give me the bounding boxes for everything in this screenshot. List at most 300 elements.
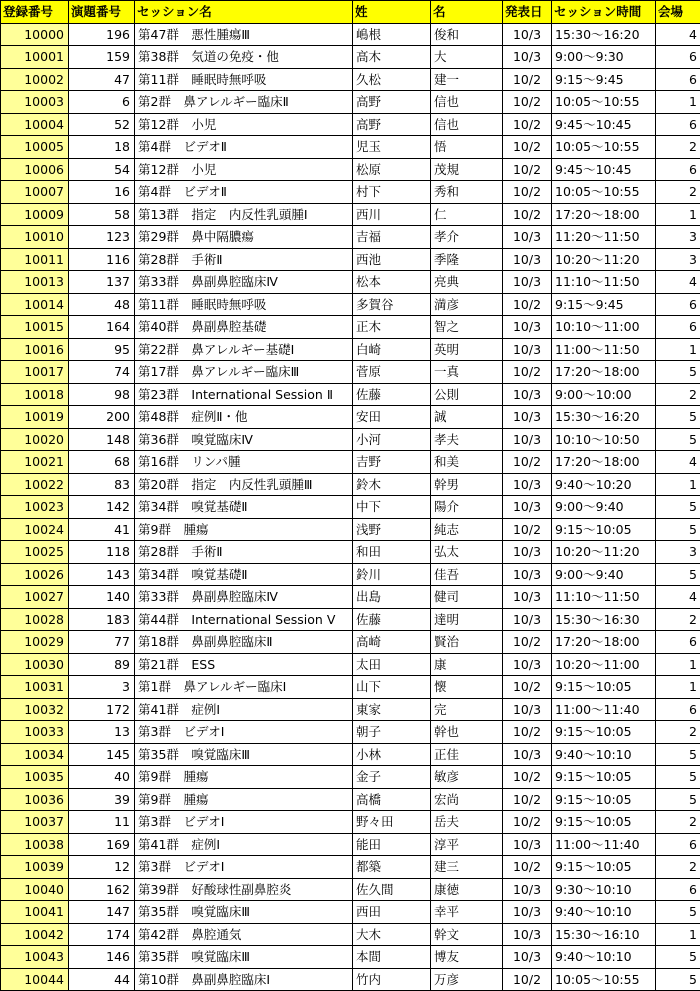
family-name-cell: 佐久間 xyxy=(353,878,431,901)
venue-number-cell: 4 xyxy=(656,23,700,46)
family-name-cell: 都築 xyxy=(353,856,431,879)
venue-number-cell: 6 xyxy=(656,631,700,654)
session-name-cell: 第22群 鼻アレルギー基礎Ⅰ xyxy=(135,338,353,361)
given-name-cell: 一真 xyxy=(431,361,503,384)
session-name-cell: 第41群 症例Ⅰ xyxy=(135,698,353,721)
venue-number-cell: 5 xyxy=(656,518,700,541)
presentation-date-cell: 10/2 xyxy=(503,811,552,834)
registration-number-cell: 10019 xyxy=(1,406,69,429)
registration-number-cell: 10031 xyxy=(1,676,69,699)
session-time-cell: 9:15〜9:45 xyxy=(552,68,656,91)
given-name-cell: 秀和 xyxy=(431,181,503,204)
registration-number-cell: 10017 xyxy=(1,361,69,384)
header-presentation-date: 発表日 xyxy=(503,1,552,24)
session-name-cell: 第20群 指定 内反性乳頭腫Ⅲ xyxy=(135,473,353,496)
venue-number-cell: 3 xyxy=(656,226,700,249)
session-name-cell: 第44群 International Session Ⅴ xyxy=(135,608,353,631)
registration-number-cell: 10024 xyxy=(1,518,69,541)
table-row xyxy=(1,946,700,969)
presentation-date-cell: 10/2 xyxy=(503,113,552,136)
table-row xyxy=(1,743,700,766)
registration-number-cell: 10043 xyxy=(1,946,69,969)
header-abstract-number: 演題番号 xyxy=(69,1,135,24)
venue-number-cell: 5 xyxy=(656,946,700,969)
registration-number-cell: 10032 xyxy=(1,698,69,721)
session-name-cell: 第40群 鼻副鼻腔基礎 xyxy=(135,316,353,339)
family-name-cell: 高崎 xyxy=(353,631,431,654)
venue-number-cell: 2 xyxy=(656,181,700,204)
session-time-cell: 9:40〜10:10 xyxy=(552,946,656,969)
registration-number-cell: 10033 xyxy=(1,721,69,744)
given-name-cell: 健司 xyxy=(431,586,503,609)
presentation-date-cell: 10/3 xyxy=(503,406,552,429)
abstract-number-cell: 58 xyxy=(69,203,135,226)
table-row xyxy=(1,451,700,474)
abstract-number-cell: 68 xyxy=(69,451,135,474)
given-name-cell: 正佳 xyxy=(431,743,503,766)
given-name-cell: 陽介 xyxy=(431,496,503,519)
venue-number-cell: 4 xyxy=(656,586,700,609)
given-name-cell: 満彦 xyxy=(431,293,503,316)
table-row xyxy=(1,968,700,991)
table-row xyxy=(1,158,700,181)
registration-number-cell: 10038 xyxy=(1,833,69,856)
venue-number-cell: 6 xyxy=(656,316,700,339)
abstract-number-cell: 159 xyxy=(69,46,135,69)
given-name-cell: 宏尚 xyxy=(431,788,503,811)
family-name-cell: 白崎 xyxy=(353,338,431,361)
session-time-cell: 9:30〜10:10 xyxy=(552,878,656,901)
abstract-number-cell: 183 xyxy=(69,608,135,631)
abstract-number-cell: 123 xyxy=(69,226,135,249)
session-time-cell: 10:05〜10:55 xyxy=(552,136,656,159)
header-row xyxy=(1,1,700,24)
presentation-date-cell: 10/3 xyxy=(503,946,552,969)
presentation-date-cell: 10/3 xyxy=(503,428,552,451)
presentation-date-cell: 10/2 xyxy=(503,91,552,114)
abstract-number-cell: 54 xyxy=(69,158,135,181)
family-name-cell: 小河 xyxy=(353,428,431,451)
table-row xyxy=(1,46,700,69)
abstract-number-cell: 40 xyxy=(69,766,135,789)
registration-number-cell: 10036 xyxy=(1,788,69,811)
session-time-cell: 9:15〜10:05 xyxy=(552,811,656,834)
abstract-number-cell: 18 xyxy=(69,136,135,159)
venue-number-cell: 6 xyxy=(656,698,700,721)
session-time-cell: 15:30〜16:10 xyxy=(552,923,656,946)
session-time-cell: 9:00〜9:30 xyxy=(552,46,656,69)
given-name-cell: 季隆 xyxy=(431,248,503,271)
abstract-number-cell: 118 xyxy=(69,541,135,564)
family-name-cell: 和田 xyxy=(353,541,431,564)
family-name-cell: 朝子 xyxy=(353,721,431,744)
given-name-cell: 完 xyxy=(431,698,503,721)
abstract-number-cell: 41 xyxy=(69,518,135,541)
table-row xyxy=(1,698,700,721)
session-time-cell: 10:20〜11:20 xyxy=(552,541,656,564)
table-row xyxy=(1,23,700,46)
registration-number-cell: 10029 xyxy=(1,631,69,654)
session-time-cell: 10:05〜10:55 xyxy=(552,181,656,204)
session-time-cell: 9:00〜10:00 xyxy=(552,383,656,406)
table-row xyxy=(1,406,700,429)
registration-number-cell: 10010 xyxy=(1,226,69,249)
registration-number-cell: 10005 xyxy=(1,136,69,159)
family-name-cell: 高木 xyxy=(353,46,431,69)
session-time-cell: 11:00〜11:50 xyxy=(552,338,656,361)
venue-number-cell: 5 xyxy=(656,361,700,384)
venue-number-cell: 2 xyxy=(656,608,700,631)
given-name-cell: 岳夫 xyxy=(431,811,503,834)
abstract-number-cell: 89 xyxy=(69,653,135,676)
family-name-cell: 高野 xyxy=(353,113,431,136)
abstract-number-cell: 143 xyxy=(69,563,135,586)
venue-number-cell: 1 xyxy=(656,203,700,226)
venue-number-cell: 5 xyxy=(656,901,700,924)
session-name-cell: 第29群 鼻中隔膿瘍 xyxy=(135,226,353,249)
session-time-cell: 15:30〜16:30 xyxy=(552,608,656,631)
presentation-date-cell: 10/2 xyxy=(503,293,552,316)
registration-number-cell: 10014 xyxy=(1,293,69,316)
session-time-cell: 9:15〜10:05 xyxy=(552,788,656,811)
presentation-date-cell: 10/3 xyxy=(503,316,552,339)
session-name-cell: 第9群 腫瘍 xyxy=(135,766,353,789)
given-name-cell: 幹也 xyxy=(431,721,503,744)
presentation-date-cell: 10/2 xyxy=(503,676,552,699)
table-row xyxy=(1,338,700,361)
venue-number-cell: 1 xyxy=(656,653,700,676)
session-name-cell: 第34群 嗅覚基礎Ⅱ xyxy=(135,563,353,586)
presentation-date-cell: 10/3 xyxy=(503,383,552,406)
table-row xyxy=(1,923,700,946)
presentation-date-cell: 10/3 xyxy=(503,698,552,721)
table-row xyxy=(1,721,700,744)
table-row xyxy=(1,136,700,159)
presentation-date-cell: 10/3 xyxy=(503,496,552,519)
abstract-number-cell: 12 xyxy=(69,856,135,879)
abstract-number-cell: 162 xyxy=(69,878,135,901)
venue-number-cell: 5 xyxy=(656,406,700,429)
abstract-number-cell: 174 xyxy=(69,923,135,946)
session-name-cell: 第39群 好酸球性副鼻腔炎 xyxy=(135,878,353,901)
header-venue: 会場 xyxy=(656,1,700,24)
family-name-cell: 菅原 xyxy=(353,361,431,384)
session-time-cell: 15:30〜16:20 xyxy=(552,406,656,429)
session-time-cell: 10:20〜11:20 xyxy=(552,248,656,271)
session-time-cell: 9:15〜10:05 xyxy=(552,676,656,699)
presentation-date-cell: 10/2 xyxy=(503,788,552,811)
given-name-cell: 孝介 xyxy=(431,226,503,249)
family-name-cell: 竹内 xyxy=(353,968,431,991)
family-name-cell: 佐藤 xyxy=(353,608,431,631)
presentation-date-cell: 10/3 xyxy=(503,271,552,294)
registration-number-cell: 10011 xyxy=(1,248,69,271)
presentation-date-cell: 10/3 xyxy=(503,743,552,766)
abstract-number-cell: 16 xyxy=(69,181,135,204)
session-name-cell: 第11群 睡眠時無呼吸 xyxy=(135,293,353,316)
session-name-cell: 第3群 ビデオⅠ xyxy=(135,811,353,834)
abstract-number-cell: 145 xyxy=(69,743,135,766)
family-name-cell: 山下 xyxy=(353,676,431,699)
registration-number-cell: 10023 xyxy=(1,496,69,519)
given-name-cell: 誠 xyxy=(431,406,503,429)
given-name-cell: 達明 xyxy=(431,608,503,631)
family-name-cell: 児玉 xyxy=(353,136,431,159)
registration-number-cell: 10009 xyxy=(1,203,69,226)
given-name-cell: 孝夫 xyxy=(431,428,503,451)
session-name-cell: 第48群 症例Ⅱ・他 xyxy=(135,406,353,429)
venue-number-cell: 6 xyxy=(656,46,700,69)
given-name-cell: 康 xyxy=(431,653,503,676)
registration-number-cell: 10020 xyxy=(1,428,69,451)
presentation-date-cell: 10/2 xyxy=(503,361,552,384)
session-time-cell: 10:10〜10:50 xyxy=(552,428,656,451)
given-name-cell: 亮典 xyxy=(431,271,503,294)
session-time-cell: 9:45〜10:45 xyxy=(552,158,656,181)
session-name-cell: 第3群 ビデオⅠ xyxy=(135,721,353,744)
table-row xyxy=(1,878,700,901)
given-name-cell: 和美 xyxy=(431,451,503,474)
venue-number-cell: 5 xyxy=(656,968,700,991)
registration-number-cell: 10039 xyxy=(1,856,69,879)
registration-number-cell: 10001 xyxy=(1,46,69,69)
venue-number-cell: 2 xyxy=(656,856,700,879)
session-name-cell: 第41群 症例Ⅰ xyxy=(135,833,353,856)
abstract-number-cell: 74 xyxy=(69,361,135,384)
presentation-date-cell: 10/3 xyxy=(503,923,552,946)
header-registration-number: 登録番号 xyxy=(1,1,69,24)
registration-number-cell: 10021 xyxy=(1,451,69,474)
given-name-cell: 懐 xyxy=(431,676,503,699)
venue-number-cell: 4 xyxy=(656,271,700,294)
session-name-cell: 第35群 嗅覚臨床Ⅲ xyxy=(135,946,353,969)
session-time-cell: 9:15〜10:05 xyxy=(552,518,656,541)
family-name-cell: 小林 xyxy=(353,743,431,766)
session-time-cell: 10:05〜10:55 xyxy=(552,968,656,991)
given-name-cell: 建一 xyxy=(431,68,503,91)
family-name-cell: 能田 xyxy=(353,833,431,856)
venue-number-cell: 5 xyxy=(656,563,700,586)
venue-number-cell: 2 xyxy=(656,721,700,744)
session-time-cell: 10:10〜11:00 xyxy=(552,316,656,339)
table-row xyxy=(1,833,700,856)
given-name-cell: 英明 xyxy=(431,338,503,361)
given-name-cell: 康徳 xyxy=(431,878,503,901)
given-name-cell: 賢治 xyxy=(431,631,503,654)
session-time-cell: 9:40〜10:10 xyxy=(552,901,656,924)
presentation-date-cell: 10/3 xyxy=(503,901,552,924)
presentation-date-cell: 10/2 xyxy=(503,968,552,991)
header-session-time: セッション時間 xyxy=(552,1,656,24)
family-name-cell: 松原 xyxy=(353,158,431,181)
family-name-cell: 松本 xyxy=(353,271,431,294)
family-name-cell: 嶋根 xyxy=(353,23,431,46)
session-name-cell: 第9群 腫瘍 xyxy=(135,788,353,811)
abstract-number-cell: 47 xyxy=(69,68,135,91)
abstract-number-cell: 169 xyxy=(69,833,135,856)
session-time-cell: 9:40〜10:10 xyxy=(552,743,656,766)
session-name-cell: 第28群 手術Ⅱ xyxy=(135,541,353,564)
venue-number-cell: 6 xyxy=(656,293,700,316)
table-row xyxy=(1,361,700,384)
presentation-date-cell: 10/3 xyxy=(503,878,552,901)
table-row xyxy=(1,608,700,631)
presentation-date-cell: 10/3 xyxy=(503,541,552,564)
table-row xyxy=(1,653,700,676)
venue-number-cell: 6 xyxy=(656,113,700,136)
session-time-cell: 11:00〜11:40 xyxy=(552,833,656,856)
family-name-cell: 高橋 xyxy=(353,788,431,811)
table-row xyxy=(1,316,700,339)
given-name-cell: 俊和 xyxy=(431,23,503,46)
abstract-number-cell: 11 xyxy=(69,811,135,834)
venue-number-cell: 6 xyxy=(656,833,700,856)
given-name-cell: 茂規 xyxy=(431,158,503,181)
session-name-cell: 第3群 ビデオⅠ xyxy=(135,856,353,879)
table-row xyxy=(1,496,700,519)
session-time-cell: 17:20〜18:00 xyxy=(552,631,656,654)
table-row xyxy=(1,428,700,451)
abstract-number-cell: 3 xyxy=(69,676,135,699)
table-row xyxy=(1,226,700,249)
presentation-date-cell: 10/2 xyxy=(503,518,552,541)
given-name-cell: 幹文 xyxy=(431,923,503,946)
given-name-cell: 万彦 xyxy=(431,968,503,991)
table-body xyxy=(1,23,700,991)
table-row xyxy=(1,113,700,136)
session-name-cell: 第28群 手術Ⅱ xyxy=(135,248,353,271)
session-name-cell: 第38群 気道の免疫・他 xyxy=(135,46,353,69)
session-name-cell: 第23群 International Session Ⅱ xyxy=(135,383,353,406)
session-name-cell: 第13群 指定 内反性乳頭腫Ⅰ xyxy=(135,203,353,226)
presentation-date-cell: 10/2 xyxy=(503,136,552,159)
table-row xyxy=(1,271,700,294)
abstract-number-cell: 148 xyxy=(69,428,135,451)
table-row xyxy=(1,293,700,316)
registration-number-cell: 10034 xyxy=(1,743,69,766)
session-name-cell: 第4群 ビデオⅡ xyxy=(135,136,353,159)
given-name-cell: 純志 xyxy=(431,518,503,541)
abstract-number-cell: 48 xyxy=(69,293,135,316)
registration-number-cell: 10000 xyxy=(1,23,69,46)
venue-number-cell: 1 xyxy=(656,923,700,946)
table-row xyxy=(1,68,700,91)
session-time-cell: 15:30〜16:20 xyxy=(552,23,656,46)
registration-number-cell: 10026 xyxy=(1,563,69,586)
session-time-cell: 10:05〜10:55 xyxy=(552,91,656,114)
family-name-cell: 太田 xyxy=(353,653,431,676)
session-name-cell: 第33群 鼻副鼻腔臨床Ⅳ xyxy=(135,586,353,609)
venue-number-cell: 2 xyxy=(656,811,700,834)
table-row xyxy=(1,91,700,114)
venue-number-cell: 6 xyxy=(656,158,700,181)
registration-number-cell: 10013 xyxy=(1,271,69,294)
given-name-cell: 佳吾 xyxy=(431,563,503,586)
given-name-cell: 博友 xyxy=(431,946,503,969)
session-name-cell: 第12群 小児 xyxy=(135,158,353,181)
session-time-cell: 17:20〜18:00 xyxy=(552,203,656,226)
given-name-cell: 幹男 xyxy=(431,473,503,496)
presentation-date-cell: 10/2 xyxy=(503,856,552,879)
family-name-cell: 高野 xyxy=(353,91,431,114)
table-row xyxy=(1,203,700,226)
registration-number-cell: 10040 xyxy=(1,878,69,901)
presentation-date-cell: 10/3 xyxy=(503,338,552,361)
registration-number-cell: 10027 xyxy=(1,586,69,609)
presentation-date-cell: 10/3 xyxy=(503,473,552,496)
session-time-cell: 9:00〜9:40 xyxy=(552,563,656,586)
header-session-name: セッション名 xyxy=(135,1,353,24)
abstract-number-cell: 200 xyxy=(69,406,135,429)
family-name-cell: 西川 xyxy=(353,203,431,226)
registration-number-cell: 10016 xyxy=(1,338,69,361)
session-name-cell: 第35群 嗅覚臨床Ⅲ xyxy=(135,901,353,924)
abstract-number-cell: 44 xyxy=(69,968,135,991)
table-row xyxy=(1,676,700,699)
registration-number-cell: 10015 xyxy=(1,316,69,339)
abstract-number-cell: 6 xyxy=(69,91,135,114)
presentation-date-cell: 10/2 xyxy=(503,181,552,204)
registration-number-cell: 10037 xyxy=(1,811,69,834)
presentation-date-cell: 10/3 xyxy=(503,226,552,249)
presentation-date-cell: 10/2 xyxy=(503,766,552,789)
table-row xyxy=(1,181,700,204)
session-name-cell: 第12群 小児 xyxy=(135,113,353,136)
venue-number-cell: 3 xyxy=(656,248,700,271)
registration-number-cell: 10022 xyxy=(1,473,69,496)
abstract-number-cell: 116 xyxy=(69,248,135,271)
family-name-cell: 安田 xyxy=(353,406,431,429)
table-row xyxy=(1,248,700,271)
venue-number-cell: 3 xyxy=(656,541,700,564)
family-name-cell: 西田 xyxy=(353,901,431,924)
registration-number-cell: 10025 xyxy=(1,541,69,564)
given-name-cell: 信也 xyxy=(431,91,503,114)
session-time-cell: 11:10〜11:50 xyxy=(552,271,656,294)
header-given-name: 名 xyxy=(431,1,503,24)
presentation-date-cell: 10/2 xyxy=(503,203,552,226)
family-name-cell: 出島 xyxy=(353,586,431,609)
given-name-cell: 信也 xyxy=(431,113,503,136)
registration-number-cell: 10003 xyxy=(1,91,69,114)
table-row xyxy=(1,541,700,564)
registration-number-cell: 10004 xyxy=(1,113,69,136)
table-row xyxy=(1,901,700,924)
session-time-cell: 11:10〜11:50 xyxy=(552,586,656,609)
table-row xyxy=(1,766,700,789)
table-row xyxy=(1,383,700,406)
presentation-date-cell: 10/3 xyxy=(503,46,552,69)
family-name-cell: 野々田 xyxy=(353,811,431,834)
abstract-number-cell: 172 xyxy=(69,698,135,721)
session-time-cell: 9:00〜9:40 xyxy=(552,496,656,519)
family-name-cell: 大木 xyxy=(353,923,431,946)
table-row xyxy=(1,473,700,496)
registration-number-cell: 10028 xyxy=(1,608,69,631)
session-time-cell: 11:20〜11:50 xyxy=(552,226,656,249)
venue-number-cell: 1 xyxy=(656,473,700,496)
venue-number-cell: 4 xyxy=(656,451,700,474)
session-name-cell: 第47群 悪性腫瘍Ⅲ xyxy=(135,23,353,46)
session-name-cell: 第18群 鼻副鼻腔臨床Ⅱ xyxy=(135,631,353,654)
session-time-cell: 10:20〜11:00 xyxy=(552,653,656,676)
registration-number-cell: 10041 xyxy=(1,901,69,924)
session-name-cell: 第17群 鼻アレルギー臨床Ⅲ xyxy=(135,361,353,384)
session-time-cell: 9:15〜9:45 xyxy=(552,293,656,316)
venue-number-cell: 2 xyxy=(656,383,700,406)
session-time-cell: 9:15〜10:05 xyxy=(552,766,656,789)
session-name-cell: 第16群 リンパ腫 xyxy=(135,451,353,474)
